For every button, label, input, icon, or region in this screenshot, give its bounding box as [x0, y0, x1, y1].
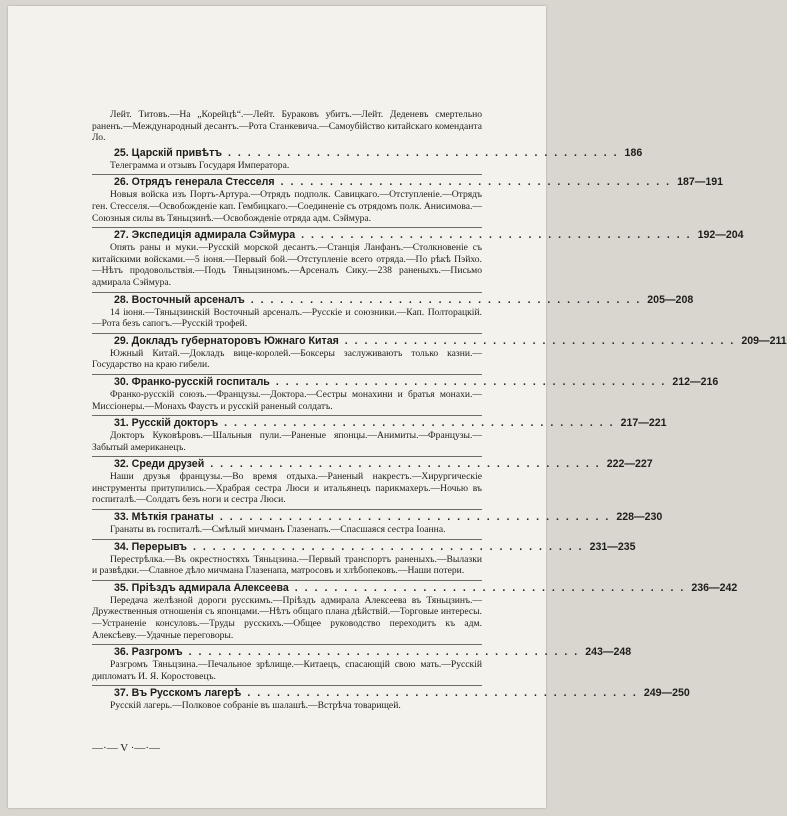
toc-title: 26. Отрядъ генерала Стесселя	[114, 176, 275, 189]
toc-entry-30	[92, 374, 719, 412]
toc-summary: Перестрѣлка.—Въ окрестностяхъ Тяньцзина.—Первый транспортъ раненыхъ.—Вылазки и развѣдки.—Славное дѣло мичмана Глазенапа, матросовъ и хлѣбопековъ.—Наши потери.	[92, 553, 482, 577]
divider	[92, 333, 482, 334]
toc-pages: 217—221	[620, 417, 667, 430]
toc-title: 27. Экспедиція адмирала Сэймура	[114, 229, 296, 242]
toc-heading	[92, 511, 663, 524]
toc-pages: 186	[624, 146, 643, 159]
toc-pages: 249—250	[643, 687, 690, 700]
toc-heading	[92, 334, 787, 348]
page-number: —·— V ·—·—	[92, 742, 161, 754]
toc-title: 29. Докладъ губернаторовъ Южнаго Китая	[114, 334, 339, 347]
toc-pages: 236—242	[691, 581, 738, 594]
toc-entry-37	[92, 685, 690, 712]
toc-summary: Южный Китай.—Докладъ вице-королей.—Боксеры заслуживаютъ только казни.—Государство на краю гибели.	[92, 347, 482, 371]
toc-heading	[92, 646, 632, 659]
toc-summary: Русскій лагерь.—Полковое собраніе въ шалашѣ.—Встрѣча товарищей.	[110, 700, 401, 712]
toc-entry-32	[92, 456, 653, 506]
toc-title: 31. Русскій докторъ	[114, 417, 219, 430]
document-page	[8, 6, 787, 808]
divider	[92, 227, 482, 228]
divider	[92, 415, 482, 416]
toc-pages: 228—230	[616, 511, 663, 524]
leader-dots: . . . . . . . . . . . . . . . . . . . . . . . . . . . . . . . . . . . . . . . .	[224, 417, 615, 430]
toc-entry-28	[92, 292, 694, 330]
divider	[92, 374, 482, 375]
toc-entry-34	[92, 539, 636, 577]
toc-heading	[92, 540, 636, 554]
toc-entry-26	[92, 174, 724, 224]
toc-pages: 192—204	[697, 229, 744, 242]
toc-summary: Наши друзья французы.—Во время отдыха.—Раненый накрестъ.—Хирургическіе инструменты притупились.—Храбрая сестра Люси и итальянецъ парикмахеръ.—Ночью въ госпиталѣ.—Солдатъ безъ ноги и сестра Люси.	[92, 471, 482, 506]
leader-dots: . . . . . . . . . . . . . . . . . . . . . . . . . . . . . . . . . . . . . . . .	[280, 176, 672, 189]
toc-title: 37. Въ Русскомъ лагерѣ	[114, 687, 242, 700]
toc-entry-35	[92, 580, 738, 641]
toc-heading	[92, 293, 694, 307]
toc-heading	[92, 417, 667, 430]
toc-entry-25	[92, 146, 643, 172]
leader-dots: . . . . . . . . . . . . . . . . . . . . . . . . . . . . . . . . . . . . . . . .	[228, 146, 619, 159]
toc-title: 25. Царскій привѣтъ	[114, 146, 223, 159]
toc-title: 34. Перерывъ	[114, 540, 188, 553]
divider	[92, 685, 482, 686]
intro-paragraph: Лейт. Титовъ.—На „Корейцѣ“.—Лейт. Бураковъ убитъ.—Лейт. Деденевъ смертельно раненъ.—Международный десантъ.—Рота Станкевича.—Самоубійство китайскаго коменданта Ло.	[92, 109, 482, 144]
toc-entry-33	[92, 509, 663, 536]
leader-dots: . . . . . . . . . . . . . . . . . . . . . . . . . . . . . . . . . . . . . . . .	[210, 458, 601, 471]
toc-pages: 205—208	[647, 293, 694, 306]
divider	[92, 539, 482, 540]
toc-title: 32. Среди друзей	[114, 458, 205, 471]
toc-entry-29	[92, 333, 787, 371]
toc-summary: Опять раны и муки.—Русскій морской десантъ.—Станція Ланфанъ.—Столкновеніе съ китайскими войсками.—5 іюня.—Первый бой.—Отступленіе всего отряда.—По рѣкѣ Пэйхо.—Нѣтъ продовольствія.—Подъ Тяньцзиномъ.—Арсеналъ Сику.—238 раненыхъ.—Письмо адмирала Сэймура.	[92, 242, 482, 288]
toc-pages: 222—227	[606, 458, 653, 471]
toc-summary: Гранаты въ госпиталѣ.—Смѣлый мичманъ Глазенапъ.—Спасшаяся сестра Іоанна.	[110, 524, 446, 536]
toc-pages: 187—191	[677, 176, 724, 189]
divider	[92, 456, 482, 457]
toc-summary: Передача желѣзной дороги русскимъ.—Пріѣздъ адмирала Алексеева въ Тяньцзинъ.—Дружественныя отношенія съ японцами.—Нѣтъ общаго плана дѣйствій.—Торговые интересы.—Устраненіе консуловъ.—Труды русскихъ.—Общее руководство переходитъ къ адм. Алексѣеву.—Удачные переговоры.	[92, 594, 482, 641]
toc-entry-31	[92, 415, 667, 453]
toc-summary: Новыя войска изъ Портъ-Артура.—Отрядъ подполк. Савицкаго.—Отступленіе.—Отрядъ ген. Стесселя.—Освобожденіе кап. Гембицкаго.—Соединеніе съ отрядомъ полк. Анисимова.—Союзныя силы въ Тяньцзинѣ.—Освобожденіе отряда адм. Сэймура.	[92, 189, 482, 224]
leader-dots: . . . . . . . . . . . . . . . . . . . . . . . . . . . . . . . . . . . . . . . .	[188, 646, 580, 659]
toc-pages: 243—248	[585, 646, 632, 659]
toc-heading	[92, 146, 643, 160]
toc-summary: Разгромъ Тяньцзина.—Печальное зрѣлище.—Китаецъ, спасающій свою мать.—Русскій дипломатъ И. Я. Коростовецъ.	[92, 659, 482, 682]
toc-entry-36	[92, 644, 632, 682]
toc-heading	[92, 375, 719, 389]
toc-title: 35. Пріѣздъ адмирала Алексеева	[114, 581, 289, 594]
leader-dots: . . . . . . . . . . . . . . . . . . . . . . . . . . . . . . . . . . . . . . . .	[344, 334, 736, 347]
toc-pages: 209—211	[741, 334, 787, 347]
leader-dots: . . . . . . . . . . . . . . . . . . . . . . . . . . . . . . . . . . . . . . . .	[250, 293, 642, 306]
toc-summary: Франко-русскій союзъ.—Французы.—Доктора.—Сестры монахини и братья монахи.—Миссіонеры.—Монахъ Фаустъ и русскій раненый солдатъ.	[92, 388, 482, 412]
leader-dots: . . . . . . . . . . . . . . . . . . . . . . . . . . . . . . . . . . . . . . . .	[275, 375, 667, 388]
toc-title: 33. Мѣткія гранаты	[114, 511, 214, 524]
toc-title: 28. Восточный арсеналъ	[114, 293, 245, 306]
divider	[92, 580, 482, 581]
divider	[92, 292, 482, 293]
leader-dots: . . . . . . . . . . . . . . . . . . . . . . . . . . . . . . . . . . . . . . . .	[301, 229, 692, 242]
leader-dots: . . . . . . . . . . . . . . . . . . . . . . . . . . . . . . . . . . . . . . . .	[219, 511, 611, 524]
divider	[92, 174, 482, 175]
leader-dots: . . . . . . . . . . . . . . . . . . . . . . . . . . . . . . . . . . . . . . . .	[247, 687, 638, 700]
divider	[92, 509, 482, 510]
toc-entry-27	[92, 227, 744, 288]
toc-heading	[92, 581, 738, 595]
toc-title: 30. Франко-русскій госпиталь	[114, 375, 270, 388]
toc-summary: Докторъ Куковѣровъ.—Шальныя пули.—Раненые японцы.—Анимиты.—Французы.—Забытый американецъ.	[92, 430, 482, 453]
table-of-contents	[92, 109, 787, 712]
toc-heading	[92, 458, 653, 471]
toc-heading	[92, 687, 690, 700]
toc-heading	[92, 229, 744, 242]
toc-summary: Телеграмма и отзывъ Государя Императора.	[110, 159, 290, 171]
toc-pages: 212—216	[672, 375, 719, 388]
toc-summary: 14 іюня.—Тяньцзинскій Восточный арсеналъ.—Русскіе и союзники.—Кап. Полторацкій.—Рота безъ сапогъ.—Русскій трофей.	[92, 306, 482, 330]
leader-dots: . . . . . . . . . . . . . . . . . . . . . . . . . . . . . . . . . . . . . . . .	[193, 540, 584, 553]
toc-pages: 231—235	[589, 540, 636, 553]
toc-heading	[92, 176, 724, 189]
toc-title: 36. Разгромъ	[114, 646, 183, 659]
divider	[92, 644, 482, 645]
leader-dots: . . . . . . . . . . . . . . . . . . . . . . . . . . . . . . . . . . . . . . . .	[294, 581, 686, 594]
